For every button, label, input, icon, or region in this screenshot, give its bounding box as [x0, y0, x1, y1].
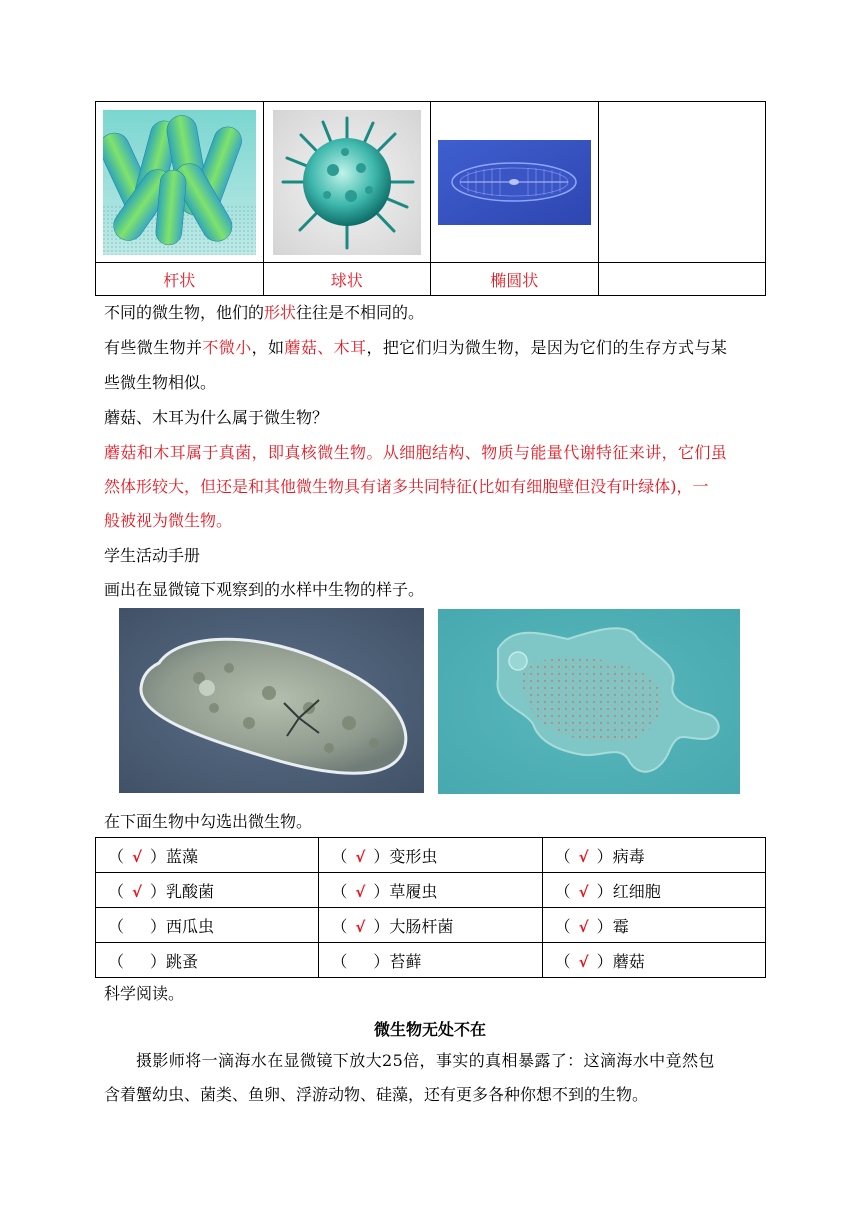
checklist-item-name: 大肠杆菌 [389, 916, 454, 936]
check-mark: √ [578, 952, 589, 971]
checklist-item-name: 变形虫 [389, 846, 438, 866]
article-line2: 含着蟹幼虫、菌类、鱼卵、浮游动物、硅藻，还有更多各种你想不到的生物。 [104, 1085, 649, 1104]
checklist-item[interactable]: （ √ ）蓝藻 [96, 838, 319, 873]
shape-table [95, 101, 766, 296]
article-line1: 摄影师将一滴海水在显微镜下放大25倍，事实的真相暴露了：这滴海水中竟然包 [136, 1051, 715, 1070]
answer-line2: 然体形较大，但还是和其他微生物具有诸多共同特征(比如有细胞壁但没有叶绿体)，一 [104, 477, 709, 496]
checklist-item-name: 蓝藻 [166, 846, 199, 866]
shape-cell-empty [598, 102, 766, 263]
checklist-item[interactable]: （ √ ）蘑菇 [542, 943, 765, 978]
amoeba-image [438, 609, 740, 794]
section-title: 学生活动手册 [104, 546, 201, 565]
para1-text-a: 不同的微生物，他们的 [104, 303, 265, 322]
task-draw: 画出在显微镜下观察到的水样中生物的样子。 [104, 580, 425, 599]
microbe-checklist [95, 837, 766, 978]
check-mark: √ [578, 882, 589, 901]
paragraph-not-small-line1 [104, 338, 727, 358]
checklist-item[interactable]: （ √ ）红细胞 [542, 873, 765, 908]
shape-cell-sphere [263, 102, 431, 263]
checklist-item[interactable]: （ ）西瓜虫 [96, 908, 319, 943]
para2-keyword-not-small: 不微小 [202, 338, 252, 357]
task-check: 在下面生物中勾选出微生物。 [104, 812, 313, 831]
shape-label-row [96, 263, 766, 296]
checklist-item-name: 蘑菇 [612, 951, 645, 971]
para1-text-c: 往往是不相同的。 [296, 303, 425, 322]
check-mark: √ [578, 847, 589, 866]
article-title: 微生物无处不在 [373, 1020, 486, 1039]
checklist-item-name: 西瓜虫 [166, 916, 215, 936]
shape-cell-oval [431, 102, 599, 263]
virus-sphere-image [273, 110, 421, 255]
shape-label-empty [598, 263, 766, 296]
checklist-item-name: 乳酸菌 [166, 881, 215, 901]
shape-image-row [96, 102, 766, 263]
shape-label-oval: 椭圆状 [431, 263, 599, 296]
check-mark: √ [578, 917, 589, 936]
check-mark: √ [132, 882, 143, 901]
checklist-item-name: 病毒 [612, 846, 645, 866]
checklist-item[interactable]: （ ）苔藓 [319, 943, 542, 978]
shape-label-rod: 杆状 [96, 263, 264, 296]
answer-line3: 般被视为微生物。 [104, 511, 233, 530]
shape-label-sphere: 球状 [263, 263, 431, 296]
check-mark: √ [355, 882, 366, 901]
checklist-item-name: 苔藓 [389, 951, 422, 971]
reading-label: 科学阅读。 [104, 984, 185, 1003]
para2-keyword-mushroom: 蘑菇、木耳 [284, 338, 367, 357]
diatom-image [438, 140, 591, 225]
checklist-item-name: 草履虫 [389, 881, 438, 901]
answer-line1: 蘑菇和木耳属于真菌，即真核微生物。从细胞结构、物质与能量代谢特征来讲，它们虽 [104, 443, 728, 462]
checklist-item[interactable]: （ √ ）草履虫 [319, 873, 542, 908]
para2-text-e: ，把它们归为微生物，是因为它们的生存方式与某 [366, 338, 728, 357]
checklist-item[interactable]: （ √ ）病毒 [542, 838, 765, 873]
para2-text-a: 有些微生物并 [104, 338, 203, 357]
checklist-item-name: 跳蚤 [166, 951, 199, 971]
para1-keyword: 形状 [264, 303, 297, 322]
rod-bacteria-image [103, 110, 256, 255]
checklist-row [96, 943, 766, 978]
paragraph-shapes [104, 303, 424, 323]
checklist-row [96, 873, 766, 908]
checklist-item[interactable]: （ ）跳蚤 [96, 943, 319, 978]
question: 蘑菇、木耳为什么属于微生物？ [104, 408, 329, 427]
paramecium-image [119, 608, 424, 793]
checklist-row [96, 838, 766, 873]
paragraph-not-small-line2: 些微生物相似。 [104, 373, 217, 392]
checklist-item[interactable]: （ √ ）乳酸菌 [96, 873, 319, 908]
checklist-item[interactable]: （ √ ）霉 [542, 908, 765, 943]
check-mark: √ [132, 847, 143, 866]
check-mark: √ [355, 917, 366, 936]
para2-text-c: ，如 [251, 338, 285, 357]
check-mark: √ [355, 847, 366, 866]
checklist-row [96, 908, 766, 943]
shape-cell-rod [96, 102, 264, 263]
checklist-item-name: 红细胞 [612, 881, 661, 901]
checklist-item[interactable]: （ √ ）变形虫 [319, 838, 542, 873]
checklist-item-name: 霉 [612, 916, 629, 936]
checklist-item[interactable]: （ √ ）大肠杆菌 [319, 908, 542, 943]
